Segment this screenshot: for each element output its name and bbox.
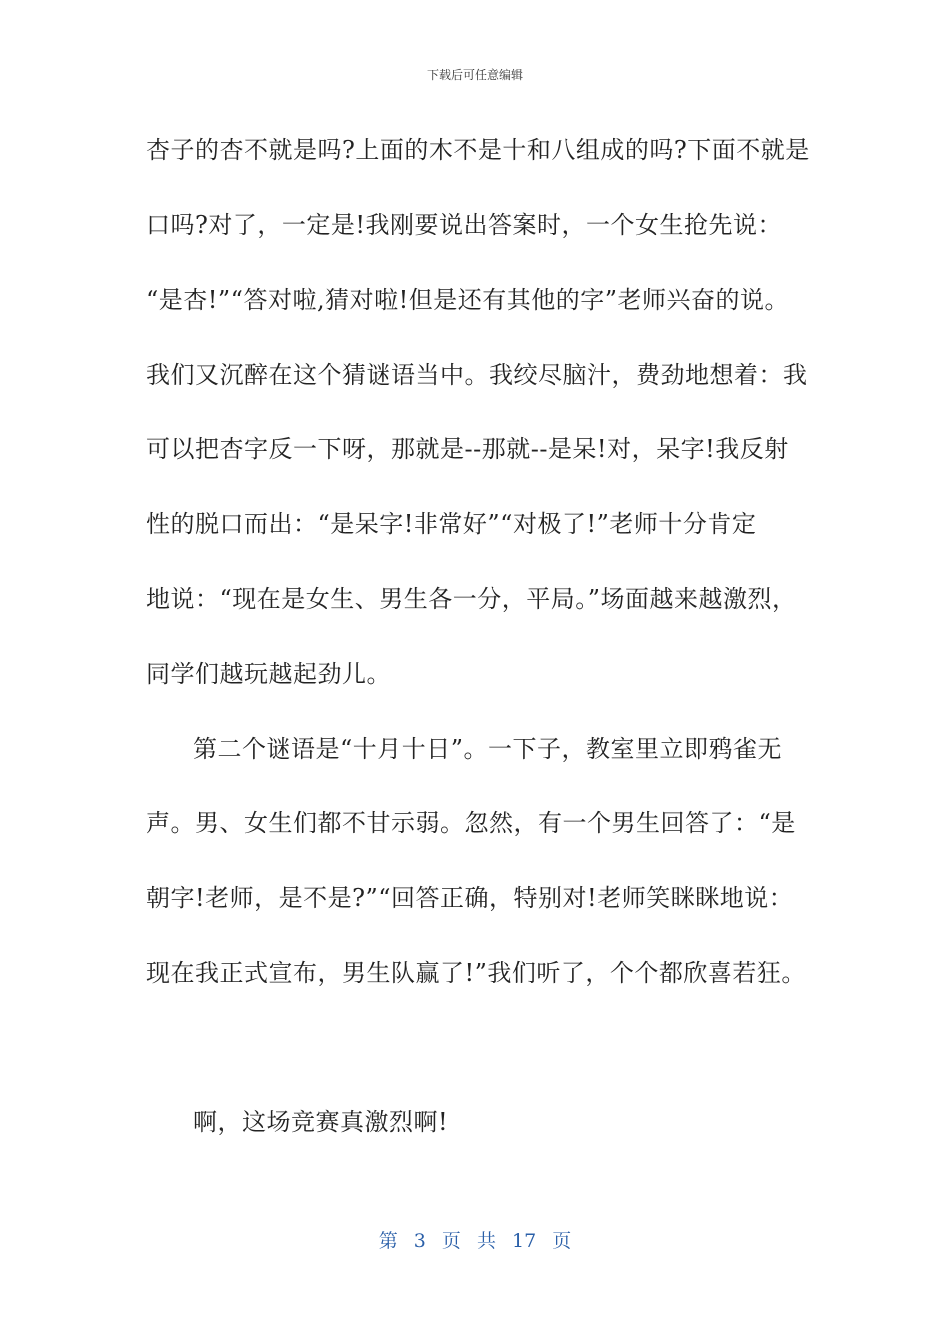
paragraph-start-line: 啊，这场竞赛真激烈啊!	[193, 1108, 449, 1136]
paragraph-start-line: 第二个谜语是“十月十日”。一下子，教室里立即鸦雀无	[193, 735, 783, 763]
text-line: 地说：“现在是女生、男生各一分，平局。”场面越来越激烈，	[146, 585, 797, 613]
text-line: 我们又沉醉在这个猜谜语当中。我绞尽脑汁，费劲地想着：我	[146, 361, 808, 389]
page-number-footer: 第 3 页 共 17 页	[378, 1230, 572, 1252]
text-line: 朝字!老师，是不是?”“回答正确，特别对!老师笑眯眯地说：	[146, 884, 794, 912]
page-header: 下载后可任意编辑	[426, 68, 523, 82]
text-line: 口吗?对了，一定是!我刚要说出答案时，一个女生抢先说：	[146, 211, 783, 239]
text-line: “是杏!”“答对啦,猜对啦!但是还有其他的字”老师兴奋的说。	[146, 286, 789, 314]
text-line: 同学们越玩越起劲儿。	[146, 660, 391, 688]
text-line: 声。男、女生们都不甘示弱。忽然，有一个男生回答了：“是	[146, 809, 796, 837]
text-line: 杏子的杏不就是吗?上面的木不是十和八组成的吗?下面不就是	[146, 136, 810, 164]
text-line: 可以把杏字反一下呀，那就是--那就--是呆!对，呆字!我反射	[146, 435, 789, 463]
text-line: 现在我正式宣布，男生队赢了!”我们听了，个个都欣喜若狂。	[146, 959, 806, 987]
text-line: 性的脱口而出：“是呆字!非常好”“对极了!”老师十分肯定	[146, 510, 757, 538]
